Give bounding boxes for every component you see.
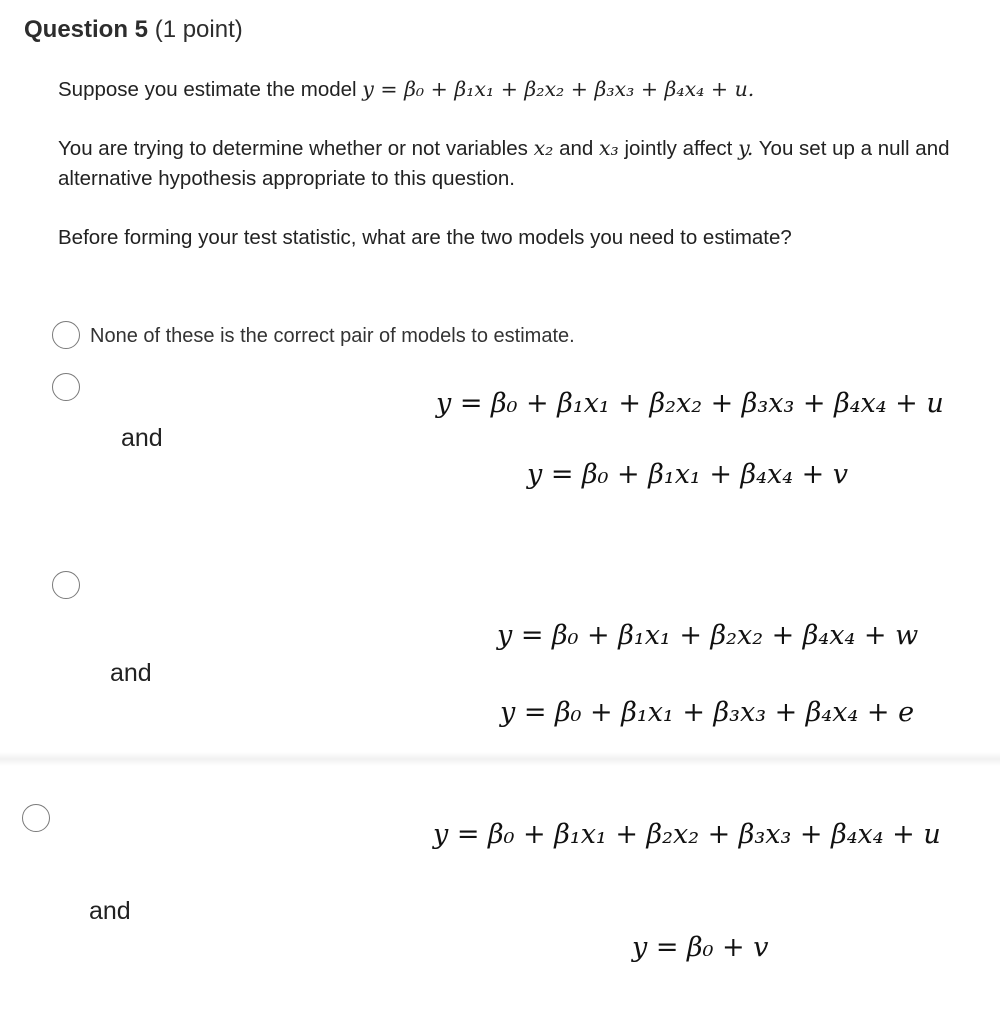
- option-4-model-b: y = β₀ + v: [632, 932, 769, 963]
- section-divider: [0, 752, 1000, 766]
- prompt-paragraph-3: Before forming your test statistic, what are the two models you need to estimate?: [58, 226, 792, 249]
- option-3-model-a: y = β₀ + β₁x₁ + β₂x₂ + β₄x₄ + w: [497, 620, 919, 651]
- option-2-radio[interactable]: [52, 373, 80, 401]
- prompt-text: You are trying to determine whether or not variables: [58, 137, 528, 160]
- option-4-radio[interactable]: [22, 804, 50, 832]
- option-2-model-a: y = β₀ + β₁x₁ + β₂x₂ + β₃x₃ + β₄x₄ + u: [436, 388, 944, 419]
- prompt-paragraph-1: [58, 74, 988, 105]
- option-3-radio[interactable]: [52, 571, 80, 599]
- option-1-label[interactable]: None of these is the correct pair of models to estimate.: [90, 325, 575, 347]
- variable-x3: x₃: [598, 136, 619, 160]
- option-3-model-b: y = β₀ + β₁x₁ + β₃x₃ + β₄x₄ + e: [500, 697, 915, 728]
- option-4-and: and: [89, 897, 131, 925]
- prompt-text: You set up a null and alternative hypothesis appropriate to this question.: [58, 137, 950, 190]
- question-title: [24, 16, 243, 44]
- option-2-and: and: [121, 424, 163, 452]
- option-1-radio[interactable]: [52, 321, 80, 349]
- question-points: (1 point): [154, 16, 243, 43]
- prompt-paragraph-2: [58, 133, 988, 194]
- model-equation: y = β₀ + β₁x₁ + β₂x₂ + β₃x₃ + β₄x₄ + u.: [362, 77, 755, 101]
- option-4-model-a: y = β₀ + β₁x₁ + β₂x₂ + β₃x₃ + β₄x₄ + u: [433, 819, 941, 850]
- option-2-model-b: y = β₀ + β₁x₁ + β₄x₄ + v: [527, 459, 849, 490]
- question-number: Question 5: [24, 16, 149, 43]
- option-3-and: and: [110, 659, 152, 687]
- prompt-text: jointly affect: [624, 137, 733, 160]
- variable-y: y.: [738, 136, 754, 160]
- variable-x2: x₂: [533, 136, 554, 160]
- prompt-text: and: [559, 137, 594, 160]
- prompt-text: Suppose you estimate the model: [58, 78, 357, 101]
